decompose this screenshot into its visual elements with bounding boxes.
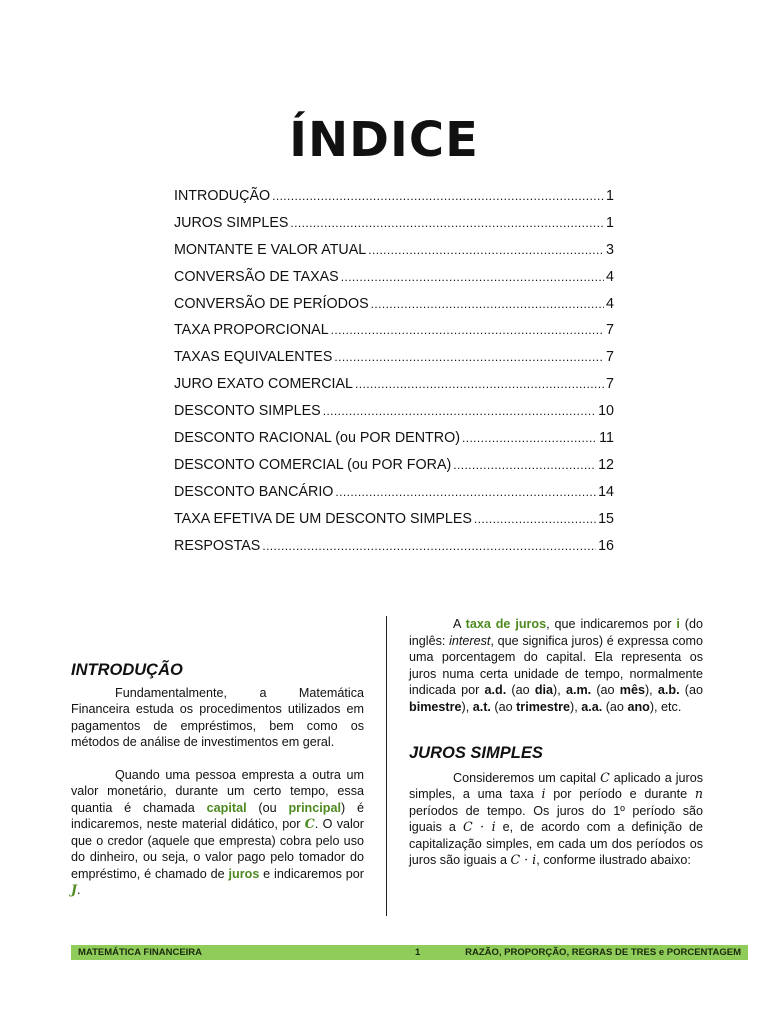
toc-dot-leader (453, 458, 596, 472)
toc-entry[interactable] (174, 349, 614, 376)
intro-paragraph-2: Quando uma pessoa empresta a outra um valor monetário, durante um certo tempo, essa quantia é chamada capital (ou principal) é indicaremos, neste material didático, por C. O valor que o credor (aquele que empresta) cobra pelo uso do dinheiro, ou seja, o valor pago pelo tomador do empréstimo, é chamado de juros e indicaremos por J. (71, 767, 364, 897)
term-juros: juros (228, 866, 260, 881)
symbol-J: J (71, 882, 77, 897)
toc-page: 10 (598, 403, 614, 420)
toc-dot-leader (368, 243, 604, 257)
toc-label: DESCONTO BANCÁRIO (174, 483, 334, 500)
rate-paragraph: A taxa de juros, que indicaremos por i (do inglês: interest, que significa juros) é expressa como uma porcentagem do capital. Ela representa os juros numa certa unidade de tempo, normalmente indicada por a.d. (ao dia), a.m. (ao mês), a.b. (ao bimestre), a.t. (ao trimestre), a.a. (ao ano), etc. (409, 617, 703, 714)
symbol-C: C (304, 816, 315, 831)
toc-entry[interactable] (174, 457, 614, 484)
toc-page: 7 (606, 322, 614, 339)
juros-simples-paragraph: Consideremos um capital C aplicado a juros simples, a uma taxa i por período e durante n períodos de tempo. Os juros do 1º período são iguais a C · i e, de acordo com a definição de capitalização simples, em cada um dos períodos os juros são iguais a C · i, conforme ilustrado abaixo: (409, 769, 703, 867)
table-of-contents (174, 188, 614, 564)
toc-dot-leader (371, 297, 604, 311)
toc-label: MONTANTE E VALOR ATUAL (174, 241, 367, 258)
toc-dot-leader (335, 485, 596, 499)
term-principal: principal (288, 800, 341, 815)
footer-chapter-title: RAZÃO, PROPORÇÃO, REGRAS DE TRES e PORCENTAGEM (465, 947, 741, 958)
toc-page: 16 (598, 537, 614, 554)
rates-column (409, 616, 703, 885)
intro-column (71, 662, 364, 915)
toc-page: 12 (598, 456, 614, 473)
toc-label: DESCONTO SIMPLES (174, 403, 321, 420)
toc-entry[interactable] (174, 242, 614, 269)
footer-book-title: MATEMÁTICA FINANCEIRA (78, 947, 203, 958)
toc-page: 7 (606, 376, 614, 393)
toc-label: JUROS SIMPLES (174, 214, 289, 231)
toc-label: INTRODUÇÃO (174, 188, 271, 204)
toc-label: CONVERSÃO DE PERÍODOS (174, 295, 369, 312)
toc-label: CONVERSÃO DE TAXAS (174, 268, 339, 285)
page-footer (71, 945, 748, 960)
toc-dot-leader (355, 377, 604, 391)
toc-entry[interactable] (174, 430, 614, 457)
toc-dot-leader (272, 189, 604, 203)
toc-entry[interactable] (174, 484, 614, 511)
toc-entry[interactable] (174, 376, 614, 403)
term-capital: capital (206, 800, 247, 815)
toc-label: DESCONTO RACIONAL (ou POR DENTRO) (174, 430, 460, 447)
toc-entry[interactable] (174, 403, 614, 430)
toc-dot-leader (474, 512, 596, 526)
toc-dot-leader (462, 431, 597, 445)
toc-page: 11 (599, 430, 614, 447)
toc-dot-leader (290, 216, 604, 230)
juros-simples-heading: JUROS SIMPLES (409, 744, 543, 762)
toc-entry[interactable] (174, 511, 614, 538)
toc-page: 15 (598, 510, 614, 527)
toc-entry[interactable] (174, 215, 614, 242)
toc-page: 1 (606, 214, 614, 231)
toc-page: 7 (606, 349, 614, 366)
toc-dot-leader (331, 323, 604, 337)
intro-heading: INTRODUÇÃO (71, 661, 183, 679)
toc-label: RESPOSTAS (174, 537, 261, 554)
toc-label: DESCONTO COMERCIAL (ou POR FORA) (174, 456, 452, 473)
symbol-i: i (676, 617, 680, 631)
toc-entry[interactable] (174, 188, 614, 215)
toc-label: TAXA PROPORCIONAL (174, 322, 329, 339)
toc-entry[interactable] (174, 269, 614, 296)
toc-entry[interactable] (174, 322, 614, 349)
toc-page: 3 (606, 241, 614, 258)
column-divider (386, 616, 387, 916)
toc-label: JURO EXATO COMERCIAL (174, 376, 354, 393)
toc-entry[interactable] (174, 296, 614, 323)
toc-page: 14 (598, 483, 614, 500)
page-title: ÍNDICE (289, 112, 479, 168)
toc-label: TAXA EFETIVA DE UM DESCONTO SIMPLES (174, 510, 472, 527)
toc-page: 4 (606, 295, 614, 312)
toc-dot-leader (341, 270, 604, 284)
footer-page-number: 1 (415, 947, 421, 958)
term-taxa-de-juros: taxa de juros (465, 617, 547, 631)
toc-page: 1 (606, 188, 614, 204)
toc-dot-leader (334, 350, 604, 364)
toc-dot-leader (323, 404, 596, 418)
toc-page: 4 (606, 268, 614, 285)
intro-paragraph-1: Fundamentalmente, a Matemática Financeira estuda os procedimentos utilizados em pagamentos de empréstimos, bem como os métodos de análise de investimentos em geral. (71, 685, 364, 749)
toc-entry[interactable] (174, 538, 614, 565)
toc-dot-leader (262, 539, 596, 553)
toc-label: TAXAS EQUIVALENTES (174, 349, 333, 366)
